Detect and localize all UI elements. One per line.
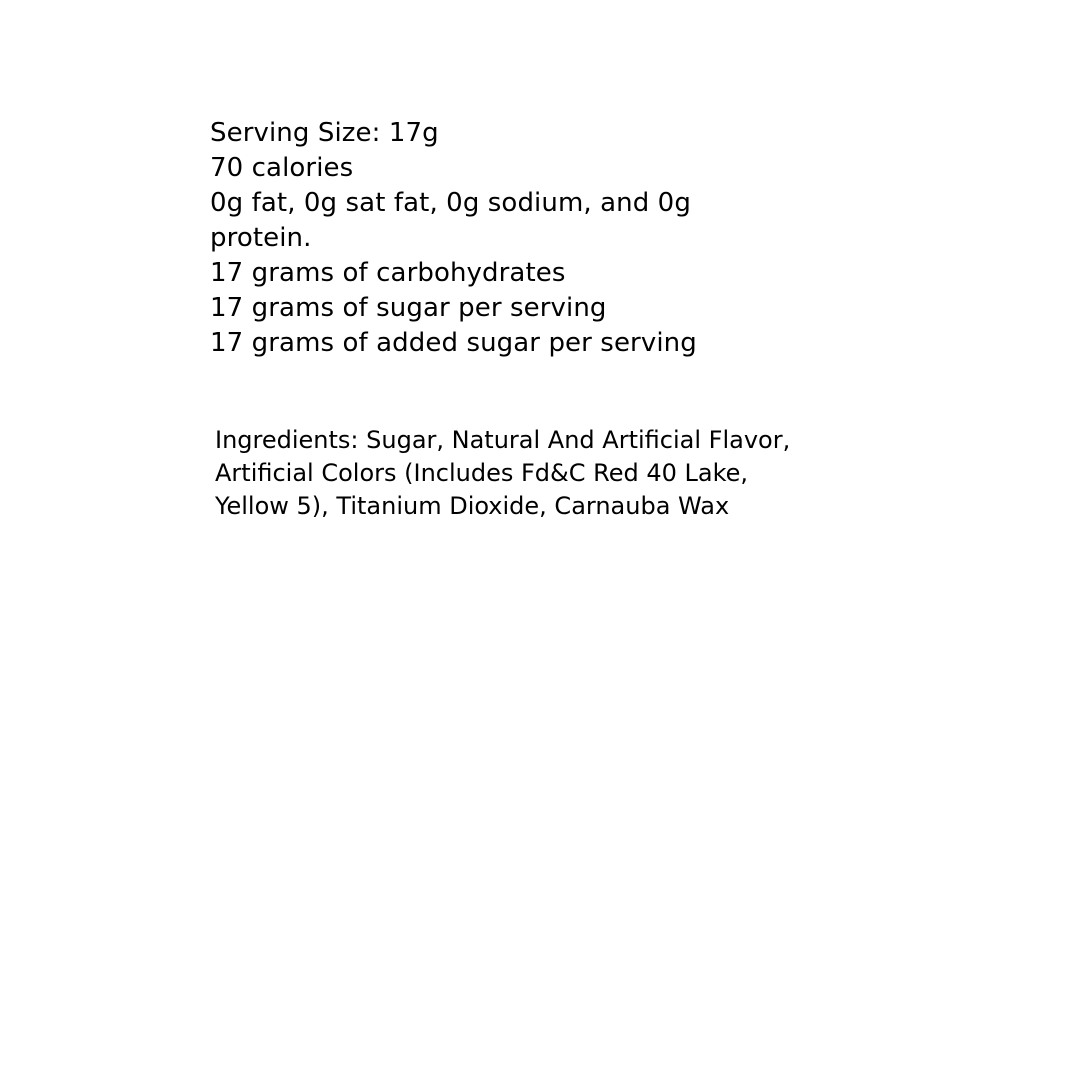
carbohydrates-text: 17 grams of carbohydrates <box>210 258 566 288</box>
ingredients-line: Ingredients: Sugar, Natural And Artificial Flavor, <box>215 426 791 454</box>
serving-size-text: Serving Size: 17g <box>210 118 439 148</box>
sugar-text: 17 grams of sugar per serving <box>210 293 607 323</box>
added-sugar-text: 17 grams of added sugar per serving <box>210 328 697 358</box>
ingredients-line: Artificial Colors (Includes Fd&C Red 40 Lake, <box>215 459 749 487</box>
protein-text: protein. <box>210 223 312 253</box>
nutrition-facts <box>210 116 730 361</box>
calories-text: 70 calories <box>210 153 354 183</box>
ingredients-list <box>215 424 835 523</box>
fat-sodium-text: 0g fat, 0g sat fat, 0g sodium, and 0g <box>210 188 691 218</box>
ingredients-line: Yellow 5), Titanium Dioxide, Carnauba Wax <box>215 492 730 520</box>
